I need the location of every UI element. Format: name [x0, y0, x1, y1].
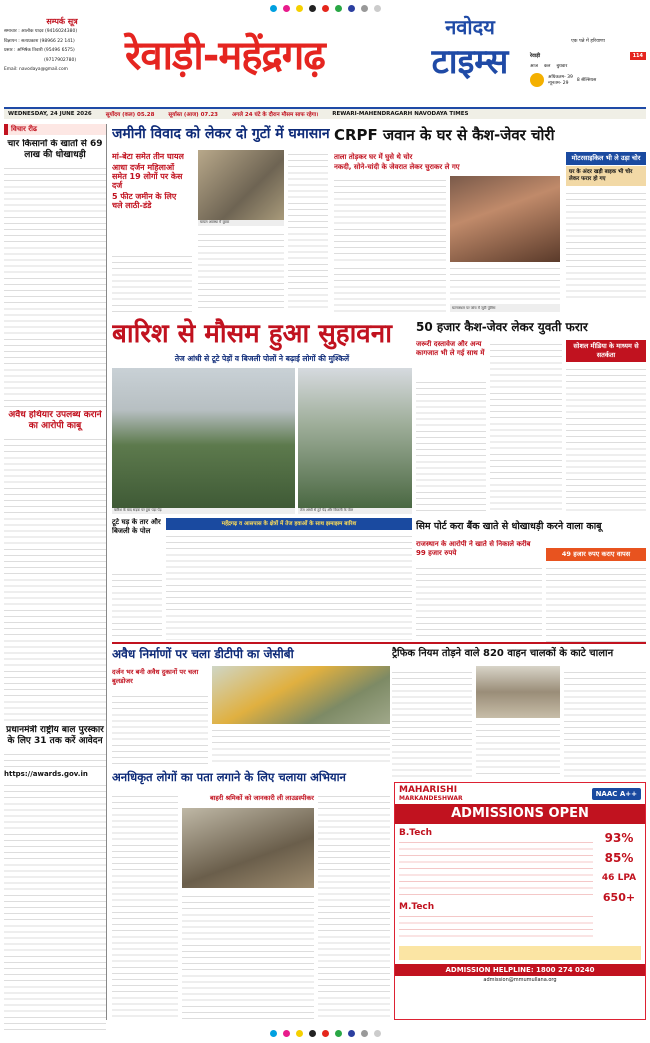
story1-text-a: [112, 252, 192, 312]
story2-text-b: [334, 264, 446, 312]
story2-bullets: ताला तोड़कर घर में घुसे थे चोर नकदी, सोने-चांदी के जेवरात लेकर चुराकर ले गए: [334, 153, 460, 171]
story7-bullets: दर्जन भर बनी अवैध दुकानों पर चला बुलडोजर: [112, 668, 199, 685]
story3-photo-1: [112, 368, 295, 508]
sidebar1: मोटरसाइकिल भी ले उड़ा चोर घर के अंदर खड़ी बाइक भी चोर लेकर फरार हो गए: [566, 152, 646, 314]
story4-text-b: [490, 340, 562, 514]
story8-headline-box: [112, 766, 392, 788]
story7-text-d: [476, 720, 560, 778]
story7-photo: [212, 666, 390, 724]
left-column: [4, 124, 107, 1020]
story1-headline-box: [112, 124, 330, 144]
story6-text: [416, 564, 542, 640]
left-headline-1: चार किसानों के खातों से 69 लाख की धोखाधड़ी: [7, 139, 103, 160]
story1-text-b: [198, 230, 284, 312]
story7b-headline-box: [392, 644, 646, 664]
story7-text-b: [212, 726, 390, 764]
sidebar3: 49 हजार रुपए कराए वापस: [546, 548, 646, 640]
awards-url[interactable]: https://awards.gov.in: [4, 770, 88, 778]
story6-sub: राजस्थान के आरोपी ने खाते से निकाले करीब 99 हजार रुपये: [416, 540, 531, 557]
story2-photo: [450, 176, 560, 262]
story8-sub: बाहरी श्रमिकों को जानकारी ली लाउडस्पीकर: [210, 794, 314, 802]
story1-bullets: मां-बेटा समेत तीन घायल आधा दर्जन महिलाओं समेत 19 लोगों पर केस दर्ज 5 फीट जमीन के लिए चले लाठी-डंडे: [112, 152, 184, 210]
story7-headline-2: ट्रैफिक नियम तोड़ने वाले 820 वाहन चालकों के काटे चालान: [392, 648, 614, 659]
story1-caption: घायल अवस्था में युवक: [198, 220, 284, 226]
sidebar2: सोशल मीडिया के माध्यम से सतर्कता: [566, 340, 646, 514]
sun-icon: [530, 73, 544, 87]
story1-text-c: [288, 150, 328, 312]
dateline: WEDNESDAY, 24 JUNE 2026 सूर्योदय (कल) 05.28 सूर्यास्त (आज) 07.23 अगले 24 घंटे के दौरान मौसम साफ रहेगा। REWARI-MAHENDRAGARH NAVODAYA TIMES: [4, 107, 646, 119]
story2-caption: घटनास्थल पर जांच में जुटी पुलिस: [450, 306, 560, 312]
weather-box: एक पन्ने में हरियाणा रेवाड़ी 114 आज कल बुधवार अधिकतम- 39 न्यूनतम- 29 8 सेल्सियस: [530, 38, 646, 100]
left-headline-2: अवैध हथियार उपलब्ध कराने का आरोपी काबू: [8, 410, 102, 431]
contact-lines: समाचार : आलोक यादव (9416024380) विज्ञापन : सत्यप्रकाश (98966 22 141) प्रसार : अभिषेक तिवारी (95496 6575) (9717902780) Email: navodaya@gmail.com: [4, 29, 78, 72]
story8-photo-1: [182, 808, 314, 888]
story5-subhead: महेंद्रगढ़ व आसपास के क्षेत्रों में तेज हवाओं के साथ झमाझम बारिश: [221, 521, 357, 527]
left-headline-3: प्रधानमंत्री राष्ट्रीय बाल पुरस्कार के लिए 31 तक करें आवेदन: [6, 725, 104, 746]
bottom-color-bar: [0, 1028, 650, 1038]
story2-headline-box: [334, 124, 646, 146]
story3-headline: बारिश से मौसम हुआ सुहावना: [112, 319, 392, 349]
story4-bullets: जरूरी दस्तावेज और अन्य कागजात भी ले गई साथ में: [416, 340, 485, 357]
story5-subhead-box: [166, 518, 412, 530]
story1-photo: [198, 150, 284, 220]
story6-headline-box: [416, 518, 646, 536]
university-ad[interactable]: MAHARISHI MARKANDESHWAR NAAC A++ ADMISSIONS OPEN B.Tech M.Tech 93% 85% 46 LPA 650+ ADMISSION HELPLINE: 1800 274 0240 admission@mmumullana.org: [394, 782, 646, 1020]
story1-headline: जमीनी विवाद को लेकर दो गुटों में घमासान: [112, 126, 330, 142]
story7-text-e: [564, 668, 646, 778]
story7-headline-1: अवैध निर्माणों पर चला डीटीपी का जेसीबी: [112, 647, 294, 661]
story3-caption-1: बारिश के बाद सड़क पर टूटा पड़ा पेड़: [112, 508, 295, 514]
story8-text-c: [318, 792, 390, 1020]
story5-text-b: [166, 532, 412, 640]
story2-text-a: [334, 176, 446, 264]
story3-headline-box: [112, 316, 412, 352]
story4-headline: 50 हजार कैश-जेवर लेकर युवती फरार: [416, 320, 588, 334]
story7-photo-2: [476, 666, 560, 718]
navodaya-logo: नवोदय टाइम्स: [431, 15, 509, 82]
masthead-title: [125, 26, 427, 96]
story2-text-c: [450, 264, 560, 306]
story8-text-b: [182, 892, 314, 1020]
story4-text-a: [416, 378, 486, 514]
story8-text-a: [112, 792, 178, 1020]
story7-text-a: [112, 692, 208, 764]
story7-text-c: [392, 668, 472, 778]
story4-headline-box: [416, 316, 646, 338]
top-color-bar: [0, 3, 650, 13]
story5-bullets: टूटे घड़ के तार और बिजली के पोल: [112, 518, 161, 535]
story3-subhead-box: [112, 352, 412, 366]
story3-caption-2: तेज आंधी से टूटे पेड़ और बिजली के पोल: [298, 508, 412, 514]
title-hindi: रेवाड़ी-महेंद्रगढ़: [125, 33, 325, 79]
story2-headline: CRPF जवान के घर से कैश-जेवर चोरी: [334, 126, 555, 144]
story8-headline: अनधिकृत लोगों का पता लगाने के लिए चलाया अभियान: [112, 770, 346, 784]
story3-photo-2: [298, 368, 412, 508]
story5-text-a: [112, 570, 162, 640]
story6-headline: सिम पोर्ट करा बैंक खाते से धोखाधड़ी करने वाला काबू: [416, 521, 602, 532]
section-tag: विचार रीढ: [4, 124, 106, 135]
story3-subhead: तेज आंधी से टूटे पेड़ों व बिजली पोलों ने बढ़ाई लोगों की मुश्किलें: [174, 354, 350, 363]
story7-headline-box: [112, 644, 392, 664]
contact-box: सम्पर्क सूत्र समाचार : आलोक यादव (9416024380) विज्ञापन : सत्यप्रकाश (98966 22 141) प्रसार : अभिषेक तिवारी (95496 6575) (9717902780) Email: navodaya@gmail.com: [4, 16, 120, 100]
